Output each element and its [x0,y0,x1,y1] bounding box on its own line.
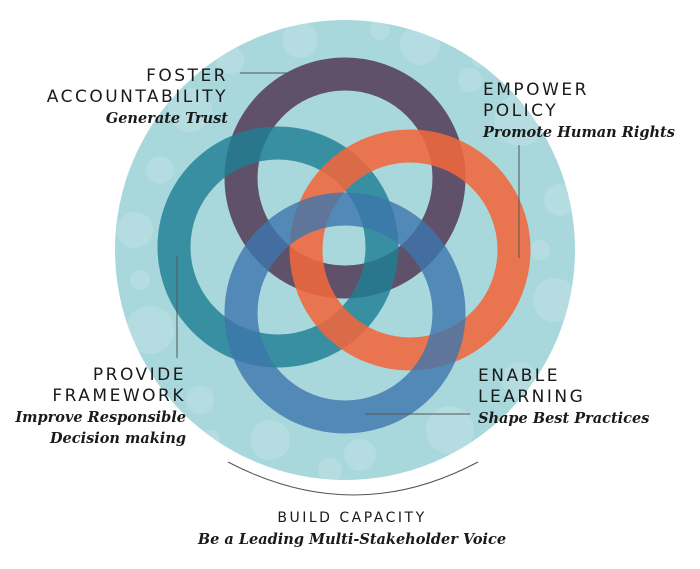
bubble-6 [544,184,576,216]
enable-subtitle-line-1: Shape Best Practices [478,410,650,427]
label-provide-framework [15,365,186,449]
bubble-13 [126,306,174,354]
enable-title-line-1: ENABLE [478,366,560,386]
empower-title [483,80,675,122]
bubble-22 [472,52,488,68]
provide-title-line-2: FRAMEWORK [52,386,186,406]
provide-title-line-1: PROVIDE [92,365,186,385]
label-foster-accountability [47,66,228,129]
provide-title [15,365,186,407]
bubble-15 [146,156,174,184]
build-title-line-1: BUILD CAPACITY [277,510,427,526]
foster-title [47,66,228,108]
bubble-20 [370,20,390,40]
label-empower-policy [483,80,675,143]
enable-subtitle [478,408,649,429]
bubble-2 [282,22,318,58]
empower-subtitle [483,122,675,143]
provide-subtitle [15,407,186,449]
empower-title-line-1: EMPOWER [483,80,589,100]
build-title [150,508,554,529]
empower-subtitle-line-1: Promote Human Rights [483,124,675,141]
foster-subtitle-line-1: Generate Trust [105,110,228,127]
label-build-capacity [150,508,554,550]
bubble-4 [458,68,482,92]
enable-title-line-2: LEARNING [478,387,586,407]
bubble-10 [344,439,376,471]
build-subtitle [150,529,554,550]
bubble-19 [130,270,150,290]
build-subtitle-line-1: Be a Leading Multi-Stakeholder Voice [197,531,507,548]
empower-title-line-2: POLICY [483,101,559,121]
provide-subtitle-line-2: Decision making [49,430,186,447]
bubble-11 [250,420,290,460]
bubble-21 [318,458,342,482]
foster-title-line-2: ACCOUNTABILITY [46,87,228,107]
bubble-18 [530,240,550,260]
provide-subtitle-line-1: Improve Responsible [15,409,186,426]
bubble-14 [117,212,153,248]
bubble-7 [533,278,577,322]
bubble-3 [400,25,440,65]
bubble-12 [186,386,214,414]
enable-title [478,366,649,408]
label-enable-learning [478,366,649,429]
bubble-23 [200,430,220,450]
bubble-9 [426,406,474,454]
foster-title-line-1: FOSTER [146,66,228,86]
foster-subtitle [47,108,228,129]
